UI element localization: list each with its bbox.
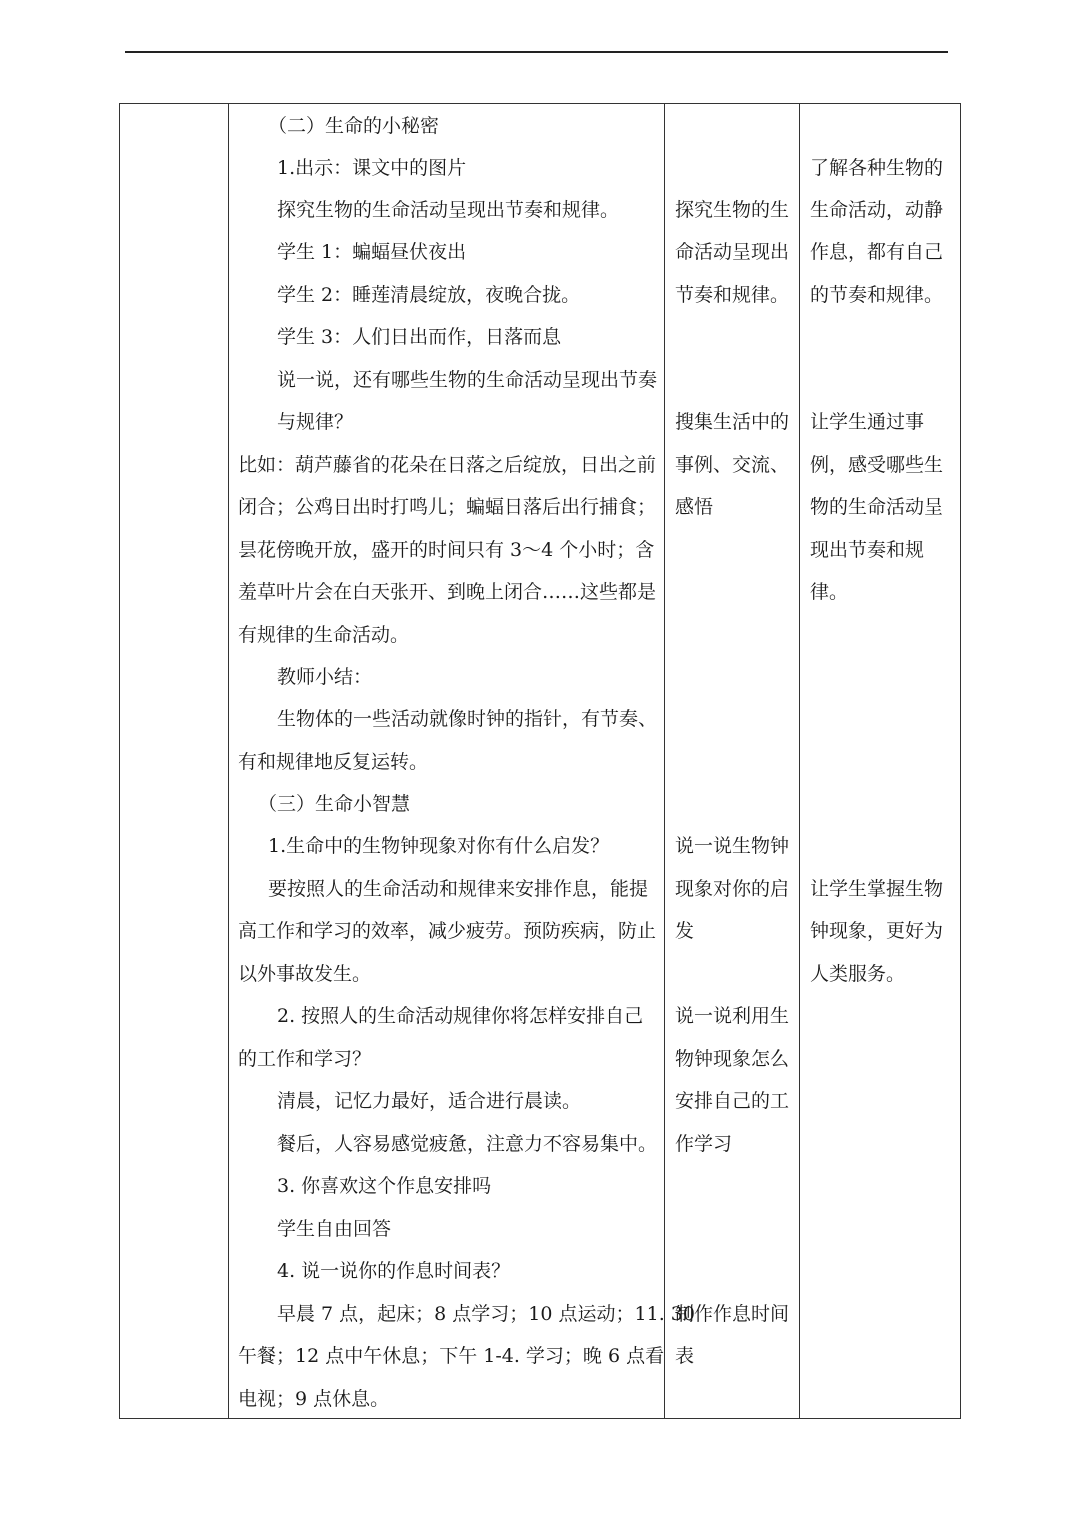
content-line: 羞草叶片会在白天张开、到晚上闭合……这些都是 xyxy=(238,581,657,603)
content-line: 高工作和学习的效率，减少疲劳。预防疾病，防止 xyxy=(238,920,657,942)
activity-line: 制作作息时间 xyxy=(675,1303,790,1325)
content-line: （二）生命的小秘密 xyxy=(268,115,440,137)
activity-line: 事例、交流、 xyxy=(675,454,790,476)
content-line: 教师小结： xyxy=(277,666,373,688)
content-line: 电视；9 点休息。 xyxy=(238,1388,390,1410)
content-line: 1.出示：课文中的图片 xyxy=(277,157,467,179)
content-line: 学生 1：蝙蝠昼伏夜出 xyxy=(277,241,467,263)
activity-line: 说一说利用生 xyxy=(675,1005,790,1027)
activity-line: 感悟 xyxy=(675,496,714,518)
content-line: 以外事故发生。 xyxy=(238,963,372,985)
purpose-line: 的节奏和规律。 xyxy=(810,284,944,306)
activity-line: 说一说生物钟 xyxy=(675,835,790,857)
purpose-line: 了解各种生物的 xyxy=(810,157,944,179)
content-line: 闭合；公鸡日出时打鸣儿；蝙蝠日落后出行捕食； xyxy=(238,496,657,518)
content-line: 餐后，人容易感觉疲惫，注意力不容易集中。 xyxy=(277,1133,658,1155)
activity-line: 安排自己的工 xyxy=(675,1090,790,1112)
content-line: 比如：葫芦藤省的花朵在日落之后绽放，日出之前 xyxy=(238,454,657,476)
column-divider xyxy=(228,103,229,1419)
activity-line: 节奏和规律。 xyxy=(675,284,790,306)
content-line: 清晨，记忆力最好，适合进行晨读。 xyxy=(277,1090,582,1112)
activity-line: 命活动呈现出 xyxy=(675,241,790,263)
column-divider xyxy=(799,103,800,1419)
content-line: 2. 按照人的生命活动规律你将怎样安排自己 xyxy=(277,1005,644,1027)
content-line: 1.生命中的生物钟现象对你有什么启发？ xyxy=(268,835,610,857)
content-line: 的工作和学习？ xyxy=(238,1048,372,1070)
purpose-line: 例，感受哪些生 xyxy=(810,454,944,476)
purpose-line: 钟现象，更好为 xyxy=(810,920,944,942)
activity-line: 现象对你的启 xyxy=(675,878,790,900)
header-rule xyxy=(125,51,948,53)
content-line: 午餐；12 点中午休息；下午 1-4. 学习；晚 6 点看 xyxy=(238,1345,665,1367)
purpose-line: 人类服务。 xyxy=(810,963,906,985)
content-line: 学生 2：睡莲清晨绽放，夜晚合拢。 xyxy=(277,284,581,306)
content-line: 3. 你喜欢这个作息安排吗 xyxy=(277,1175,492,1197)
purpose-line: 现出节奏和规 xyxy=(810,539,925,561)
activity-line: 作学习 xyxy=(675,1133,733,1155)
content-line: 学生 3：人们日出而作，日落而息 xyxy=(277,326,562,348)
purpose-line: 物的生命活动呈 xyxy=(810,496,944,518)
content-line: 学生自由回答 xyxy=(277,1218,392,1240)
purpose-line: 让学生掌握生物 xyxy=(810,878,944,900)
activity-line: 搜集生活中的 xyxy=(675,411,790,433)
content-line: （三）生命小智慧 xyxy=(258,793,411,815)
purpose-line: 作息，都有自己 xyxy=(810,241,944,263)
content-line: 说一说，还有哪些生物的生命活动呈现出节奏 xyxy=(277,369,658,391)
activity-line: 发 xyxy=(675,920,695,942)
content-line: 4. 说一说你的作息时间表？ xyxy=(277,1260,511,1282)
content-line: 早晨 7 点，起床；8 点学习；10 点运动；11. 30 xyxy=(277,1303,695,1325)
content-line: 有和规律地反复运转。 xyxy=(238,751,429,773)
activity-line: 探究生物的生 xyxy=(675,199,790,221)
content-line: 与规律？ xyxy=(277,411,354,433)
content-line: 昙花傍晚开放，盛开的时间只有 3～4 个小时；含 xyxy=(238,539,655,561)
purpose-line: 让学生通过事 xyxy=(810,411,925,433)
content-line: 生物体的一些活动就像时钟的指针，有节奏、 xyxy=(277,708,658,730)
purpose-line: 律。 xyxy=(810,581,849,603)
activity-line: 物钟现象怎么 xyxy=(675,1048,790,1070)
content-line: 有规律的生命活动。 xyxy=(238,624,410,646)
activity-line: 表 xyxy=(675,1345,695,1367)
content-line: 要按照人的生命活动和规律来安排作息，能提 xyxy=(268,878,649,900)
content-line: 探究生物的生命活动呈现出节奏和规律。 xyxy=(277,199,620,221)
purpose-line: 生命活动，动静 xyxy=(810,199,944,221)
